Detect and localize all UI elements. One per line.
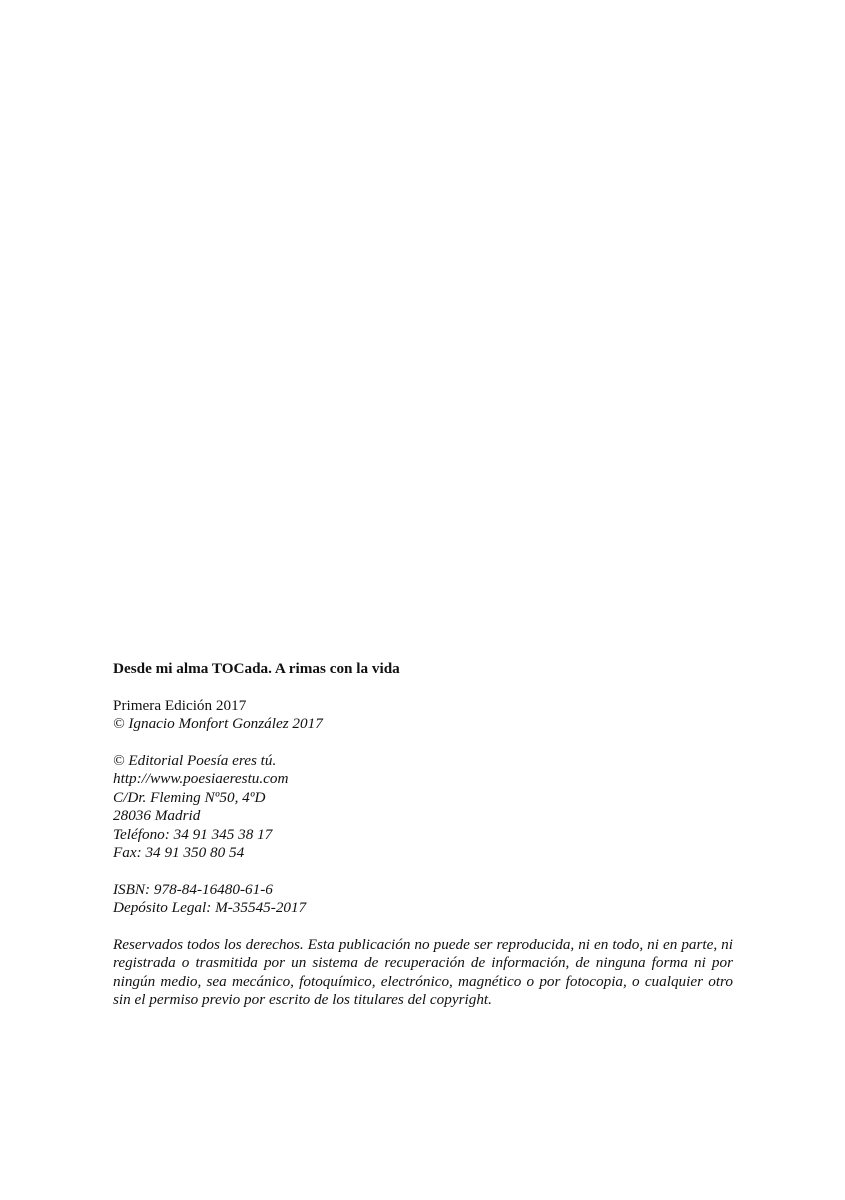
edition-line: Primera Edición 2017 <box>113 696 247 714</box>
identifiers-group <box>113 881 733 918</box>
edition-group <box>113 697 733 734</box>
isbn: ISBN: 978-84-16480-61-6 <box>113 880 273 898</box>
publisher-name: © Editorial Poesía eres tú. <box>113 751 277 769</box>
copyright-page-block <box>113 660 733 1025</box>
publisher-phone: Teléfono: 34 91 345 38 17 <box>113 825 273 843</box>
publisher-city: 28036 Madrid <box>113 807 201 824</box>
publisher-fax: Fax: 34 91 350 80 54 <box>113 844 245 861</box>
publisher-group <box>113 752 733 863</box>
rights-notice: Reservados todos los derechos. Esta publicación no puede ser reproducida, ni en todo, ni en parte, ni registrada o trasmitida por un sistema de recuperación de información, de ninguna forma ni por ningún medio, sea mecánico, fotoquímico, electrónico, magnético o por fotocopia, o cualquier otro sin el permiso previo por escrito de los titulares del copyright. <box>113 935 733 1008</box>
book-title: Desde mi alma TOCada. A rimas con la vida <box>113 660 400 677</box>
legal-deposit: Depósito Legal: M-35545-2017 <box>113 899 307 916</box>
publisher-url: http://www.poesiaerestu.com <box>113 770 289 787</box>
publisher-address: C/Dr. Fleming Nº50, 4ºD <box>113 788 266 806</box>
author-copyright: © Ignacio Monfort González 2017 <box>113 715 323 732</box>
